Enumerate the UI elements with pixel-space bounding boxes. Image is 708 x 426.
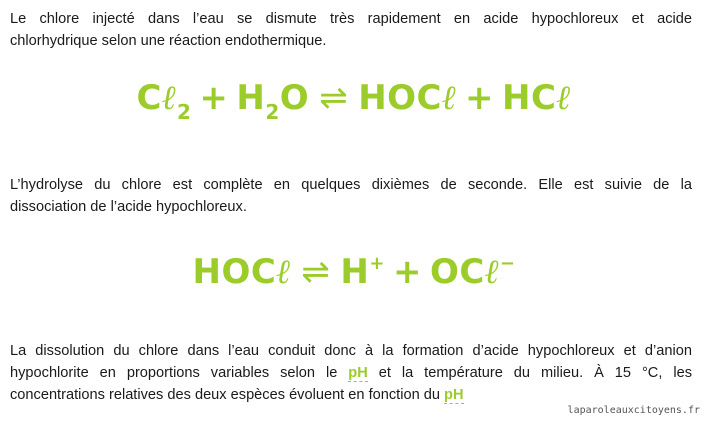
formula-hcl: HCℓ xyxy=(502,78,572,118)
paragraph-hydrolysis xyxy=(10,174,692,218)
paragraph-chlorine-dismutation xyxy=(10,8,692,52)
ph-link[interactable]: pH xyxy=(444,387,464,403)
paragraph-line: L’hydrolyse du chlore est complète en quelques dixièmes de seconde. Elle est suivie de la xyxy=(10,177,692,193)
paragraph-line: dissociation de l’acide hypochloreux. xyxy=(10,199,247,215)
formula-ocl-ion: OCℓ− xyxy=(429,252,516,292)
paragraph-dissolution xyxy=(10,340,692,406)
paragraph-line: Le chlore injecté dans l’eau se dismute très rapidement en acide hypochloreux et acide xyxy=(10,11,692,27)
paragraph-line: concentrations relatives des deux espèces évoluent en fonction du pH xyxy=(10,387,464,403)
equilibrium-arrow: ⇌ xyxy=(301,252,331,292)
plus-sign: + xyxy=(199,78,229,118)
site-watermark: laparoleauxcitoyens.fr xyxy=(567,405,700,416)
formula-cl2: Cℓ$_2$ xyxy=(136,78,192,124)
plus-sign: + xyxy=(465,78,495,118)
formula-h-ion: H+ xyxy=(340,252,385,292)
ph-link[interactable]: pH xyxy=(348,365,368,381)
equilibrium-arrow: ⇌ xyxy=(319,78,349,118)
formula-hocl: HOCℓ xyxy=(358,78,458,118)
equation-chlorine-hydrolysis xyxy=(0,78,708,124)
plus-sign: + xyxy=(392,252,422,292)
equation-hypochlorous-dissociation xyxy=(0,252,708,292)
formula-hocl: HOCℓ xyxy=(192,252,292,292)
paragraph-line: La dissolution du chlore dans l’eau conduit donc à la formation d’acide hypochloreux et d’anion xyxy=(10,343,692,359)
paragraph-line: chlorhydrique selon une réaction endothermique. xyxy=(10,33,327,49)
formula-h2o: $H_2O$ xyxy=(236,78,310,124)
paragraph-line: hypochlorite en proportions variables selon le pH et la température du milieu. À 15 °C, les xyxy=(10,365,692,381)
